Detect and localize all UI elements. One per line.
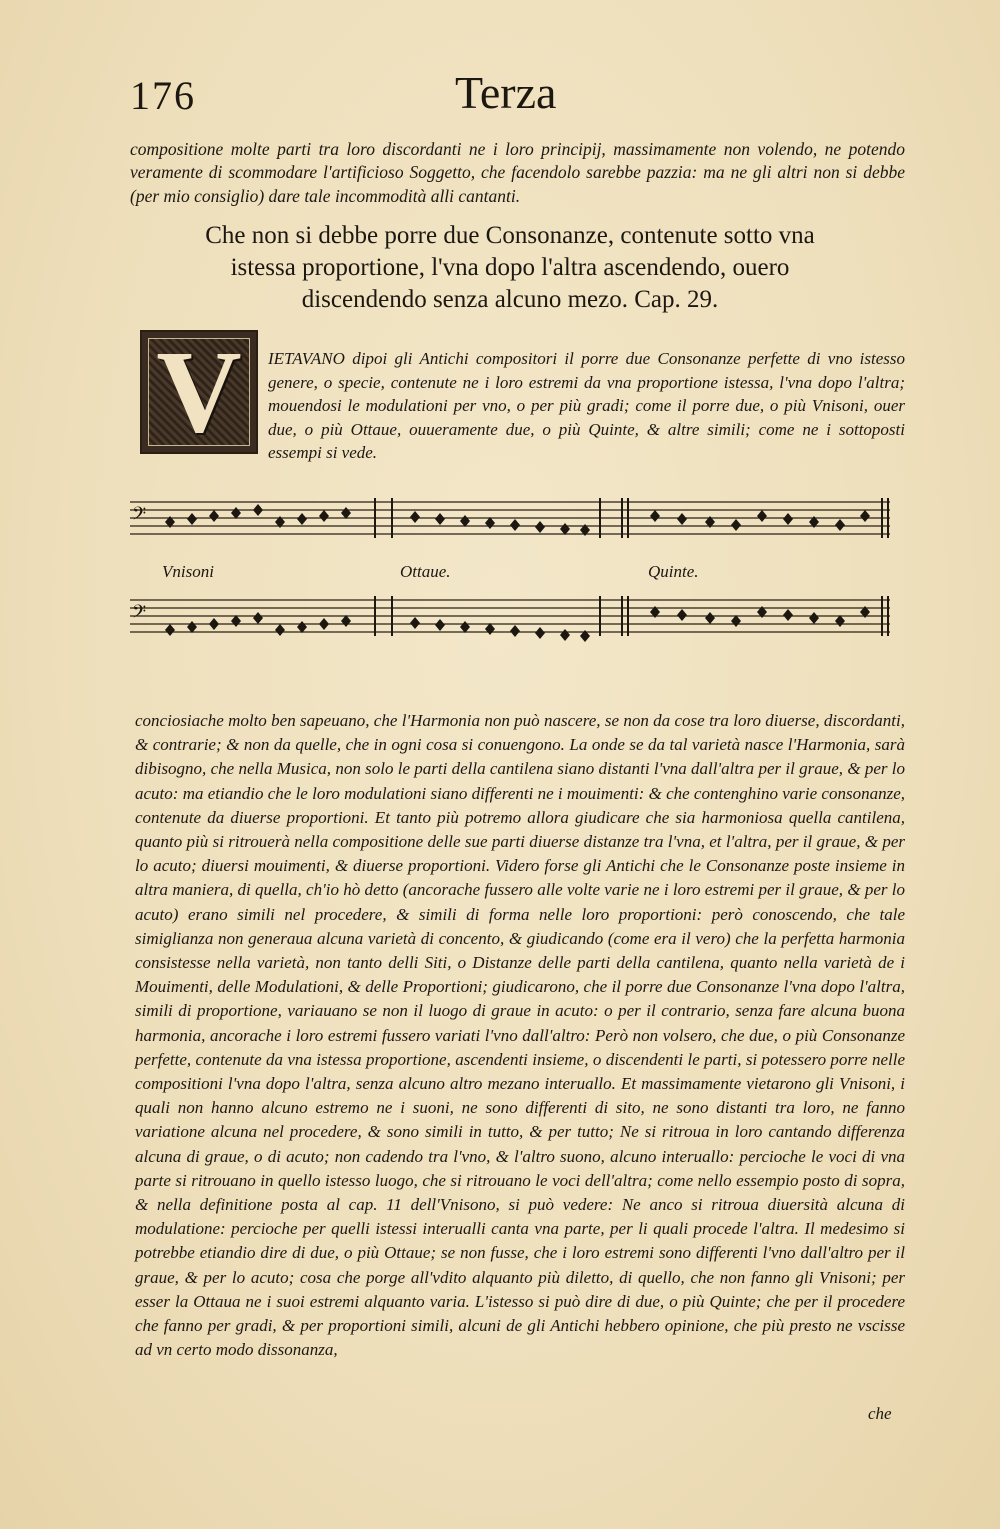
note-head xyxy=(705,612,715,624)
note-head xyxy=(535,627,545,639)
bass-clef-icon: 𝄢 xyxy=(132,602,147,627)
drop-cap-letter: V xyxy=(156,326,242,457)
note-head xyxy=(297,621,307,633)
note-head xyxy=(835,519,845,531)
note-head xyxy=(485,517,495,529)
decorated-initial xyxy=(140,326,258,457)
note-head xyxy=(460,515,470,527)
note-head xyxy=(319,510,329,522)
note-head xyxy=(435,513,445,525)
label-quinte: Quinte. xyxy=(648,562,699,581)
note-head xyxy=(253,504,263,516)
note-head xyxy=(783,609,793,621)
note-head xyxy=(341,507,351,519)
note-head xyxy=(677,609,687,621)
running-title: Terza xyxy=(455,67,557,118)
note-head xyxy=(650,510,660,522)
note-head xyxy=(460,621,470,633)
music-staves xyxy=(130,478,910,678)
page-number: 176 xyxy=(130,73,196,118)
chapter-title xyxy=(190,220,830,316)
note-head xyxy=(231,615,241,627)
chapter-title-line: istessa proportione, l'vna dopo l'altra ascendendo, ouero xyxy=(230,254,790,281)
note-head xyxy=(253,612,263,624)
label-ottaue: Ottaue. xyxy=(400,562,451,581)
note-head xyxy=(165,624,175,636)
note-head xyxy=(187,513,197,525)
note-head xyxy=(209,510,219,522)
note-head xyxy=(560,523,570,535)
note-head xyxy=(485,623,495,635)
note-head xyxy=(410,511,420,523)
note-head xyxy=(435,619,445,631)
note-head xyxy=(731,615,741,627)
label-unisoni: Vnisoni xyxy=(162,562,214,581)
intro-paragraph: IETAVANO dipoi gli Antichi compositori il porre due Consonanze perfette di vno istesso genere, o specie, contenute ne i loro estremi da vna proportione istessa, l'vna dopo l'altra; mouendosi le modulationi per vno, o per più gradi; come il porre due, o più Vnisoni, ouer due, o più Ottaue, ouueramente due, o più Quinte, & altre simili; come ne i sottoposti essempi si vede. xyxy=(268,349,905,462)
continuation-paragraph: compositione molte parti tra loro discordanti ne i loro principij, massimamente non volendo, ne potendo veramente di scommodare l'artificioso Soggetto, che facendolo sarebbe pazzia: ma ne gli altri non si debbe (per mio consiglio) dare tale incommodità alli cantanti. xyxy=(130,138,905,206)
note-head xyxy=(835,615,845,627)
note-head xyxy=(297,513,307,525)
note-head xyxy=(209,618,219,630)
note-head xyxy=(187,621,197,633)
note-head xyxy=(560,629,570,641)
body-paragraph: conciosiache molto ben sapeuano, che l'Harmonia non può nascere, se non da cose tra loro diuerse, discordanti, & contrarie; & non da quelle, che in ogni cosa si conuengono. La onde se da tal varietà nasce l'Harmonia, sarà dibisogno, che nella Musica, non solo le parti della cantilena siano distanti l'vna dall'altra per il graue, & per lo acuto: ma etiandio che le loro modulationi siano differenti ne i mouimenti: & che contenghino varie consonanze, contenute da diuerse proportioni. Et tanto più potremo allora giudicare che sia harmoniosa quella cantilena, quanto più si ritrouerà nella compositione delle sue parti diuerse distanze tra l'vna, et l'altra, per il graue, & per lo acuto; diuersi mouimenti, & diuerse proportioni. Videro forse gli Antichi che le Consonanze poste insieme in altra maniera, di quella, ch'io hò detto (ancorache fussero alle volte varie ne i loro estremi per il graue, & per lo acuto) erano simili nel procedere, & simili di forma nelle loro proportioni: però conoscendo, che tale simiglianza non generaua alcuna varietà di concento, & giudicando (come era il vero) che la perfetta harmonia consistesse nella varietà, non tanto delli Siti, o Distanze delle parti della cantilena, quanto nella varietà de i Mouimenti, delle Modulationi, & delle Proportioni; giudicarono, che il porre due Consonanze l'vna dopo l'altra, simili di proportione, variauano se non il luogo di graue in acuto: o per il contrario, senza fare alcuna buona harmonia, ancorache i loro estremi fussero variati l'vno dall'altro: Però non volsero, che due, o più Consonanze perfette, contenute da vna istessa proportione, ascendenti insieme, o discendenti le parti, si potessero porre nelle compositioni l'vna dopo l'altra, senza alcuno altro mezano interuallo. Et massimamente vietarono gli Vnisoni, i quali non hanno alcuno estremo ne i suoni, ne sono differenti di sito, ne sono distanti tra loro, ne fanno variatione alcuna nel procedere, & sono simili in tutto, & per tutto; Ne si ritroua in loro cantando differenza alcuna di graue, o di acuto; non cadendo tra l'vno, & l'altro suono, alcuno interuallo: percioche le voci di vna parte si ritrouano in quello istesso luogo, che si ritrouano le voci dell'altra; come nello essempio posto di sopra, & nella definitione posta al cap. 11 dell'Vnisono, si può vedere: Ne anco si ritroua diuersità alcuna di modulatione: percioche per quelli istessi interualli canta vna parte, per li quali procede l'altra. Il medesimo si potrebbe etiandio dire di due, o più Ottaue; se non fusse, che i loro estremi sono differenti l'vno dall'altro per il graue, & per lo acuto; cosa che porge all'vdito alquanto più diletto, di quello, che non fanno gli Vnisoni; per esser la Ottaua ne i suoi estremi alquanto varia. L'istesso si può dire di due, o più Quinte; che per il procedere che fanno per gradi, & per proportioni simili, alcuni de gli Antichi hebbero opinione, che più presto ne vscisse ad vn certo modo dissonanza, xyxy=(135,711,905,1360)
note-head xyxy=(410,617,420,629)
catchword: che xyxy=(868,1404,892,1423)
note-head xyxy=(231,507,241,519)
bass-clef-icon: 𝄢 xyxy=(132,504,147,529)
note-head xyxy=(341,615,351,627)
page-header xyxy=(130,66,910,126)
chapter-title-line: discendendo senza alcuno mezo. Cap. 29. xyxy=(301,286,719,313)
note-head xyxy=(510,519,520,531)
note-head xyxy=(319,618,329,630)
note-head xyxy=(535,521,545,533)
chapter-title-line: Che non si debbe porre due Consonanze, contenute sotto vna xyxy=(205,222,815,249)
note-head xyxy=(783,513,793,525)
note-head xyxy=(860,510,870,522)
note-head xyxy=(677,513,687,525)
music-examples xyxy=(130,478,910,678)
note-head xyxy=(757,510,767,522)
note-head xyxy=(731,519,741,531)
note-head xyxy=(275,624,285,636)
note-head xyxy=(510,625,520,637)
note-head xyxy=(809,612,819,624)
